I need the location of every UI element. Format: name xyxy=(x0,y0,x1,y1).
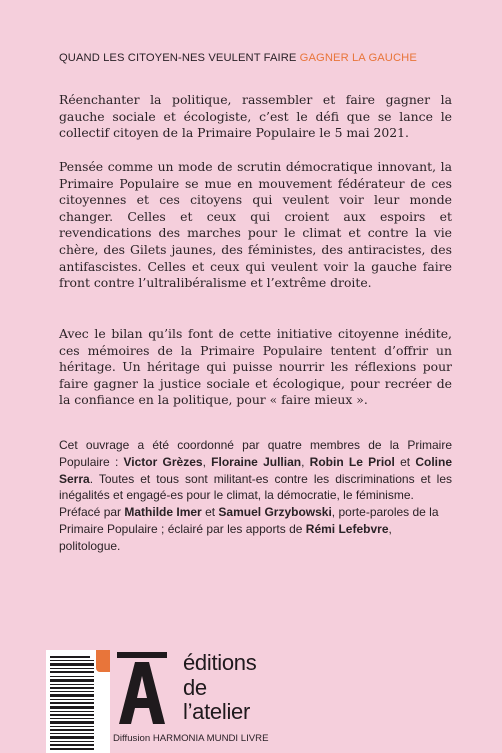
author-name: Robin Le Priol xyxy=(309,454,395,469)
publisher-name xyxy=(183,651,303,725)
paragraph-intro: Réenchanter la politique, rassembler et faire gagner la gauche sociale et écologiste, c’est le défi que se lance le collectif citoyen de la Primaire Populaire le 5 mai 2021. xyxy=(59,92,452,141)
separator: et xyxy=(201,505,219,520)
separator: , xyxy=(202,454,212,469)
credits-coordinators xyxy=(59,437,452,504)
preface-author: Samuel Grzybowski xyxy=(218,505,332,520)
author-name: Victor Grèzes xyxy=(123,454,203,469)
brand-line: éditions xyxy=(183,650,257,675)
paragraph-description: Pensée comme un mode de scrutin démocratique innovant, la Primaire Populaire se mue en mouvement fédérateur de ces citoyennes et ces citoyens qui veulent voir leur monde changer. Celles et ceux qui croient aux espoirs et revendications des marches pour le climat et contre la vie chère, des Gilets jaunes, des féministes, des antiracistes, des antifascistes. Celles et ceux qui veulent voir la gauche faire front contre l’ultralibéralisme et l’extrême droite. xyxy=(59,159,452,291)
credits-block xyxy=(59,437,452,555)
distribution-line: Diffusion HARMONIA MUNDI LIVRE xyxy=(113,733,269,744)
paragraph-legacy: Avec le bilan qu’ils font de cette initiative citoyenne inédite, ces mémoires de la Primaire Populaire tentent d’offrir un héritage. Un héritage qui puisse nourrir les réflexions pour faire gagner la justice sociale et écologique, pour recréer de la confiance en la politique, pour « faire mieux ». xyxy=(59,326,452,408)
brand-line: l’atelier xyxy=(183,699,250,724)
contributor-name: Rémi Lefebvre xyxy=(305,521,389,536)
barcode xyxy=(46,650,110,753)
preface-intro: Préfacé par xyxy=(59,505,125,520)
publisher-logo xyxy=(113,650,171,726)
preface-role: , porte-paroles de la Primaire Populaire ; éclairé par les apports de xyxy=(59,505,439,536)
headline-accent: GAGNER LA GAUCHE xyxy=(299,52,417,64)
separator: et xyxy=(394,454,416,469)
credits-bio: . Toutes et tous sont militant-es contre les discriminations et les inégalités et engagé-es pour le climat, la démocratie, le féminisme. xyxy=(59,471,452,503)
contributor-role: , politologue. xyxy=(59,521,392,553)
headline xyxy=(59,52,479,64)
separator: , xyxy=(301,454,310,469)
price-badge xyxy=(96,650,110,672)
headline-main: QUAND LES CITOYEN-NES VEULENT FAIRE xyxy=(59,52,300,64)
credits-preface xyxy=(59,504,452,554)
atelier-a-logo-icon xyxy=(113,650,171,726)
preface-author: Mathilde Imer xyxy=(124,505,202,520)
author-name: Coline Serra xyxy=(59,454,452,486)
brand-line: de xyxy=(183,674,207,700)
credits-intro: Cet ouvrage a été coordonné par quatre membres de la Primaire Populaire : xyxy=(59,438,452,469)
author-name: Floraine Jullian xyxy=(211,454,302,469)
